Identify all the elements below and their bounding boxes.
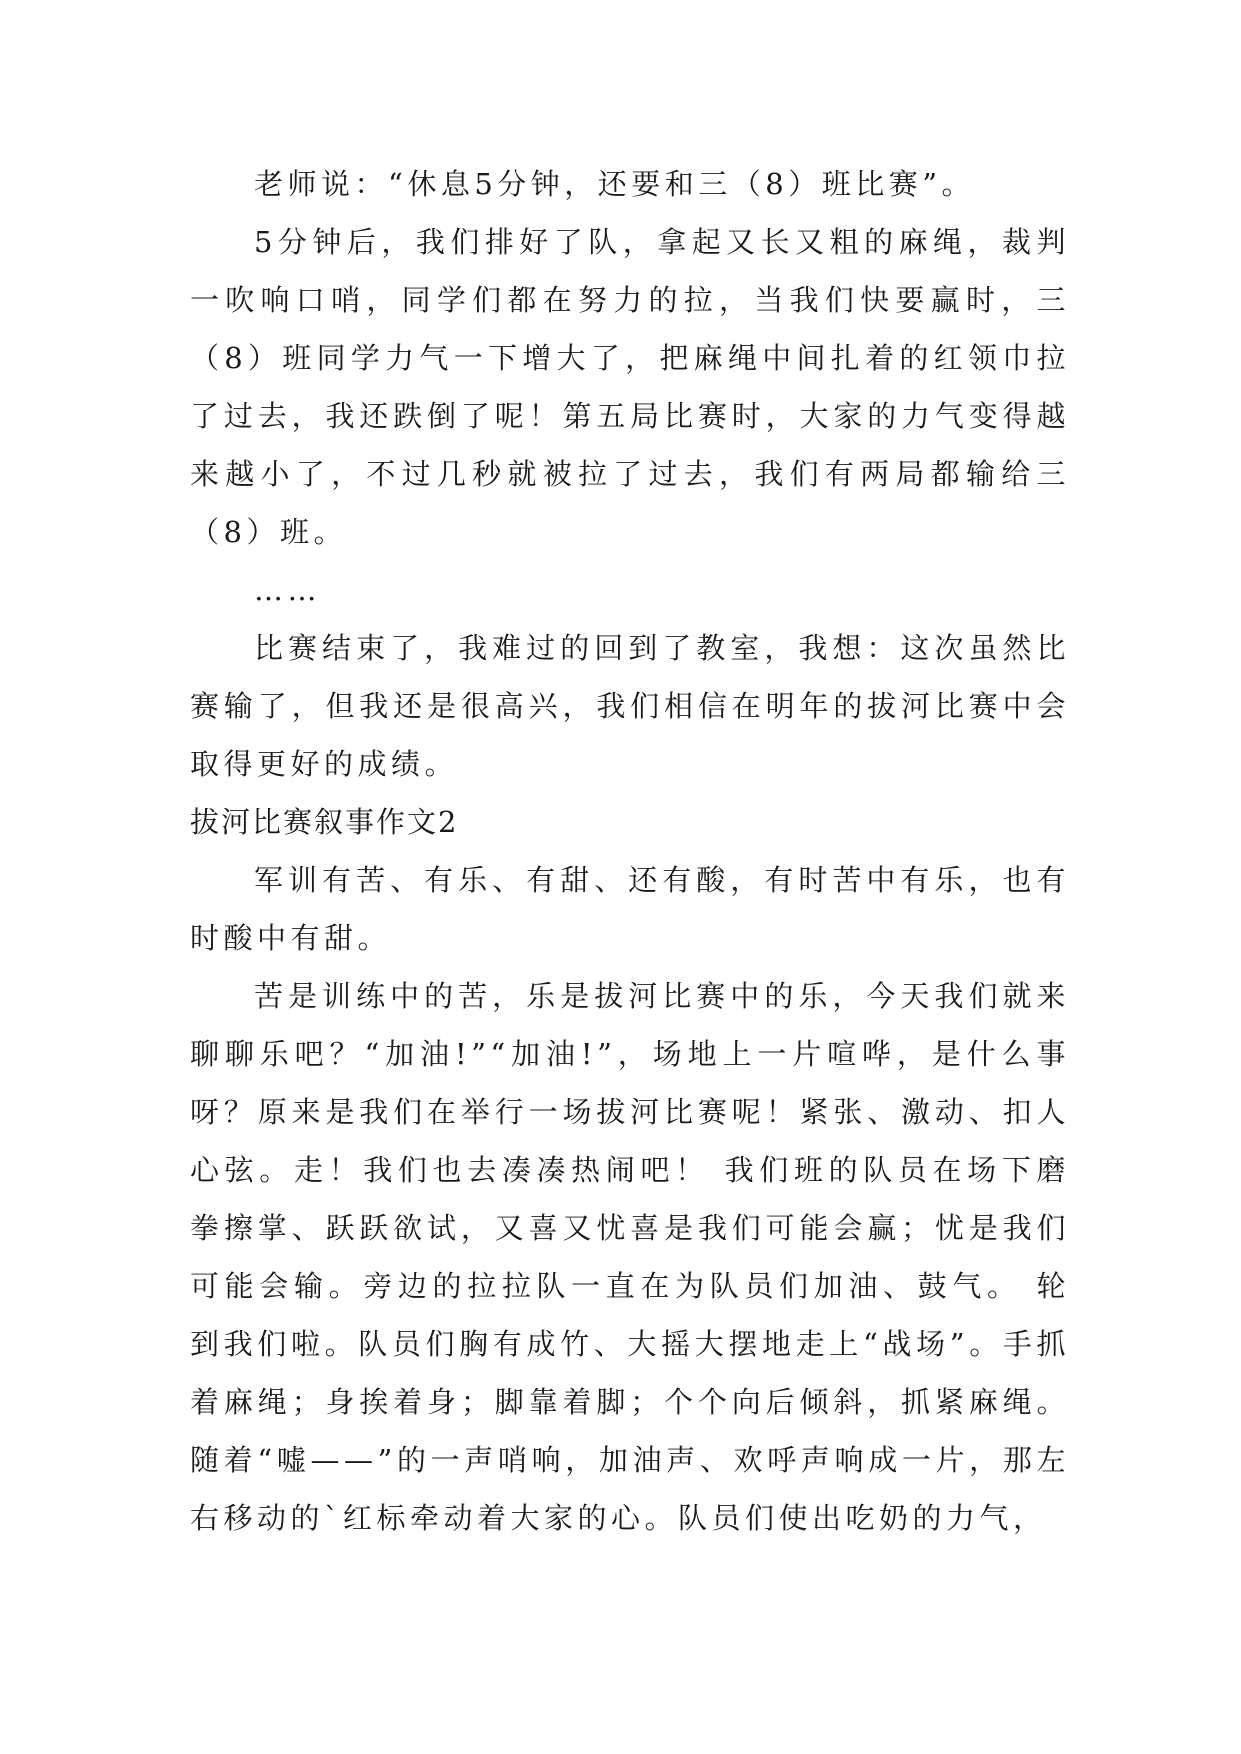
paragraph-teacher-said: 老师说：“休息5分钟，还要和三（8）班比赛”。 [254,167,976,201]
paragraph-match-end: 比赛结束了，我难过的回到了教室，我想：这次虽然比赛输了，但我还是很高兴，我们相信在明年的拔河比赛中会取得更好的成绩。 [190,631,1070,781]
document-body [190,155,1070,1547]
paragraph-military-training: 军训有苦、有乐、有甜、还有酸，有时苦中有乐，也有时酸中有甜。 [190,863,1070,955]
section-heading: 拔河比赛叙事作文2 [190,805,459,839]
paragraph-ellipsis: …… [254,573,321,607]
paragraph-match-description: 5分钟后，我们排好了队，拿起又长又粗的麻绳，裁判一吹响口哨，同学们都在努力的拉，当我们快要赢时，三（8）班同学力气一下增大了，把麻绳中间扎着的红领巾拉了过去，我还跌倒了呢！第五局比赛时，大家的力气变得越来越小了，不过几秒就被拉了过去，我们有两局都输给三（8）班。 [190,225,1070,549]
paragraph-tug-of-war: 苦是训练中的苦，乐是拔河比赛中的乐，今天我们就来聊聊乐吧？“加油!”“加油!”，场地上一片喧哗，是什么事呀？原来是我们在举行一场拔河比赛呢！紧张、激动、扣人心弦。走！我们也去凑凑热闹吧！ 我们班的队员在场下磨拳擦掌、跃跃欲试，又喜又忧喜是我们可能会赢；忧是我们可能会输。旁边的拉拉队一直在为队员们加油、鼓气。 轮到我们啦。队员们胸有成竹、大摇大摆地走上“战场”。手抓着麻绳；身挨着身；脚靠着脚；个个向后倾斜，抓紧麻绳。随着“嘘——”的一声哨响，加油声、欢呼声响成一片，那左右移动的`红标牵动着大家的心。队员们使出吃奶的力气， [190,979,1070,1535]
